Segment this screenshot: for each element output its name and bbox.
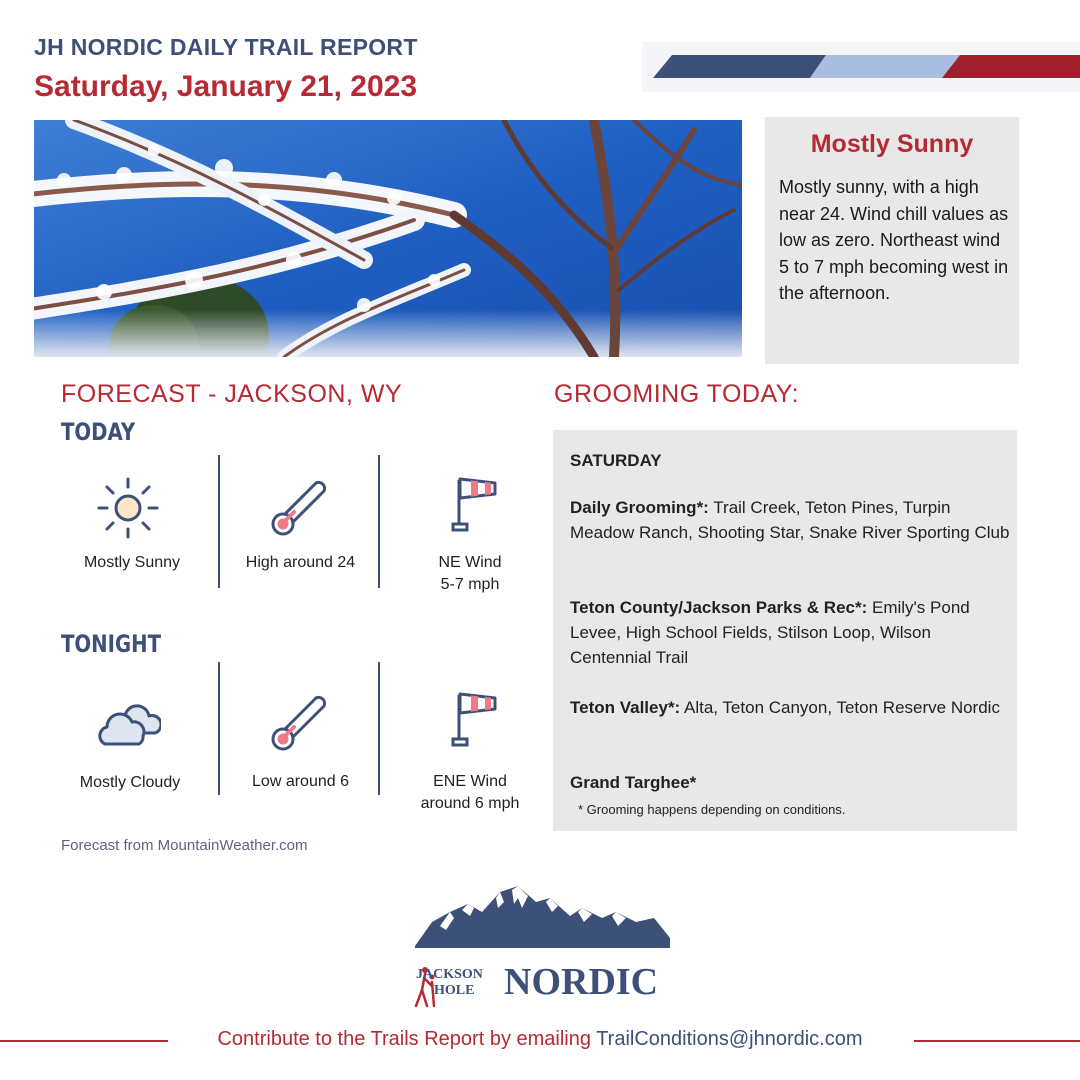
jackson-hole-nordic-logo: [410, 882, 672, 1010]
grooming-group-trails: Trail Creek, Teton Pines, Turpin Meadow Ranch, Shooting Star, Snake River Sporting Club: [570, 498, 1010, 542]
today-wind-label: [400, 552, 540, 596]
report-date: Saturday, January 21, 2023: [34, 70, 417, 103]
grooming-group-label: Grand Targhee*: [570, 773, 697, 792]
windsock-icon: [445, 689, 499, 749]
footer-email-link[interactable]: TrailConditions@jhnordic.com: [596, 1028, 863, 1050]
today-wind-direction: NE Wind: [438, 554, 502, 571]
footer-contribute: [0, 1028, 1080, 1051]
hero-photo-frosted-branches: [34, 120, 742, 357]
tonight-wind-label: [395, 771, 545, 815]
tonight-wind-speed: around 6 mph: [420, 795, 520, 812]
report-title: JH NORDIC DAILY TRAIL REPORT: [34, 34, 418, 60]
forecast-source: Forecast from MountainWeather.com: [61, 837, 308, 854]
today-temp-label: High around 24: [245, 554, 356, 571]
weather-summary-title: Mostly Sunny: [810, 130, 974, 158]
column-divider: [218, 662, 220, 795]
grooming-day: SATURDAY: [570, 451, 662, 470]
grooming-heading: GROOMING TODAY:: [554, 380, 800, 408]
grooming-group: [570, 595, 1010, 670]
logo-text-hole: HOLE: [434, 983, 475, 998]
column-divider: [378, 455, 380, 588]
thermometer-icon: [270, 475, 332, 537]
grooming-group-label: Daily Grooming*:: [570, 498, 709, 517]
grooming-group-label: Teton County/Jackson Parks & Rec*:: [570, 598, 868, 617]
footer-contribute-text: Contribute to the Trails Report by emailing: [217, 1028, 597, 1050]
grooming-group: [570, 770, 1010, 795]
today-wind-speed: 5-7 mph: [440, 576, 500, 593]
column-divider: [218, 455, 220, 588]
grooming-group-trails: Alta, Teton Canyon, Teton Reserve Nordic: [680, 698, 1000, 717]
tonight-heading: TONIGHT: [61, 630, 162, 658]
tonight-condition-label: Mostly Cloudy: [79, 774, 181, 791]
thermometer-icon: [270, 690, 332, 752]
windsock-icon: [445, 474, 499, 534]
column-divider: [378, 662, 380, 795]
tonight-wind-direction: ENE Wind: [433, 773, 507, 790]
grooming-group: [570, 495, 1010, 545]
grooming-note: * Grooming happens depending on conditions.: [578, 802, 846, 817]
grooming-group-trails: Emily's Pond Levee, High School Fields, Stilson Loop, Wilson Centennial Trail: [570, 598, 970, 667]
weather-summary-text: Mostly sunny, with a high near 24. Wind chill values as low as zero. Northeast wind 5 to 7 mph becoming west in the afternoon.: [779, 177, 1009, 304]
logo-text-nordic: NORDIC: [504, 961, 659, 1003]
grooming-group: [570, 695, 1010, 720]
grooming-group-label: Teton Valley*:: [570, 698, 681, 717]
today-condition-label: Mostly Sunny: [83, 554, 181, 571]
sun-icon: [95, 475, 161, 541]
cloud-icon: [95, 700, 161, 750]
tonight-temp-label: Low around 6: [252, 773, 349, 790]
today-heading: TODAY: [61, 418, 136, 446]
logo-text-jackson: JACKSON: [416, 967, 483, 982]
forecast-heading: FORECAST - JACKSON, WY: [61, 380, 403, 408]
header-stripe-decoration: [642, 42, 1080, 92]
